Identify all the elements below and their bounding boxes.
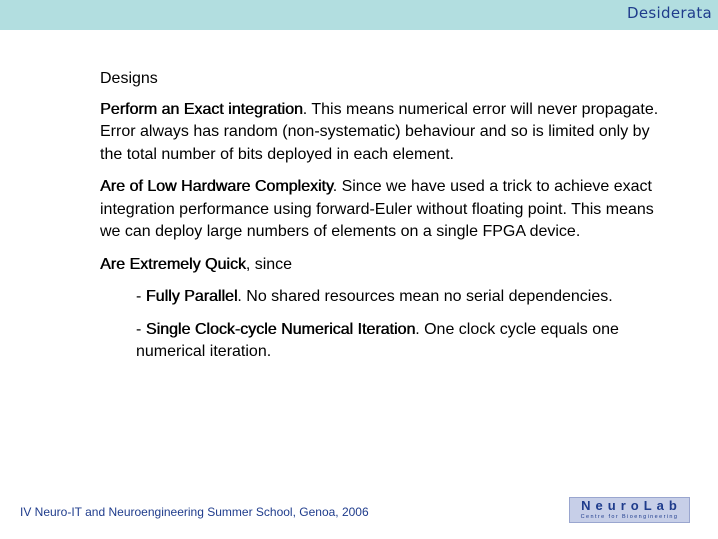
subbullet-lead: Fully Parallel xyxy=(145,288,238,305)
logo-main-text: NeuroLab xyxy=(581,498,682,513)
neurolab-logo xyxy=(569,497,690,523)
slide-title: Desiderata xyxy=(627,4,712,22)
bullet-low-complexity xyxy=(100,176,660,244)
subbullet-text: . No shared resources mean no serial dependencies. xyxy=(237,288,613,305)
bullet-lead: Perform an Exact integration xyxy=(100,100,303,118)
top-bar xyxy=(0,0,718,30)
footer-text: IV Neuro-IT and Neuroengineering Summer School, Genoa, 2006 xyxy=(20,505,369,519)
subbullet-text: . One clock cycle equals one numerical iteration. xyxy=(136,320,619,360)
slide-content xyxy=(100,68,660,374)
section-heading: Designs xyxy=(100,70,158,87)
subbullet-single-clock-cycle xyxy=(136,319,660,364)
logo-sub-text: Centre for Bioengineering xyxy=(580,514,679,520)
bullet-extremely-quick xyxy=(100,254,660,277)
subbullet-dash: - xyxy=(136,288,146,305)
subbullet-lead: Single Clock-cycle Numerical Iteration xyxy=(145,320,416,338)
bullet-exact-integration xyxy=(100,99,660,167)
bullet-lead: Are of Low Hardware Complexity xyxy=(100,178,333,195)
subbullet-fully-parallel xyxy=(136,286,660,309)
bullet-text: . This means numerical error will never propagate. Error always has random (non-systematic) behaviour and so is limited only by the total number of bits deployed in each element. xyxy=(100,100,659,163)
bullet-lead: Are Extremely Quick xyxy=(100,255,246,273)
bullet-text: . Since we have used a trick to achieve exact integration performance using forward-Euler without floating point. This means we can deploy large numbers of elements on a single FPGA device. xyxy=(100,178,654,240)
subbullet-dash: - xyxy=(136,320,146,338)
bullet-text: , since xyxy=(245,255,293,273)
